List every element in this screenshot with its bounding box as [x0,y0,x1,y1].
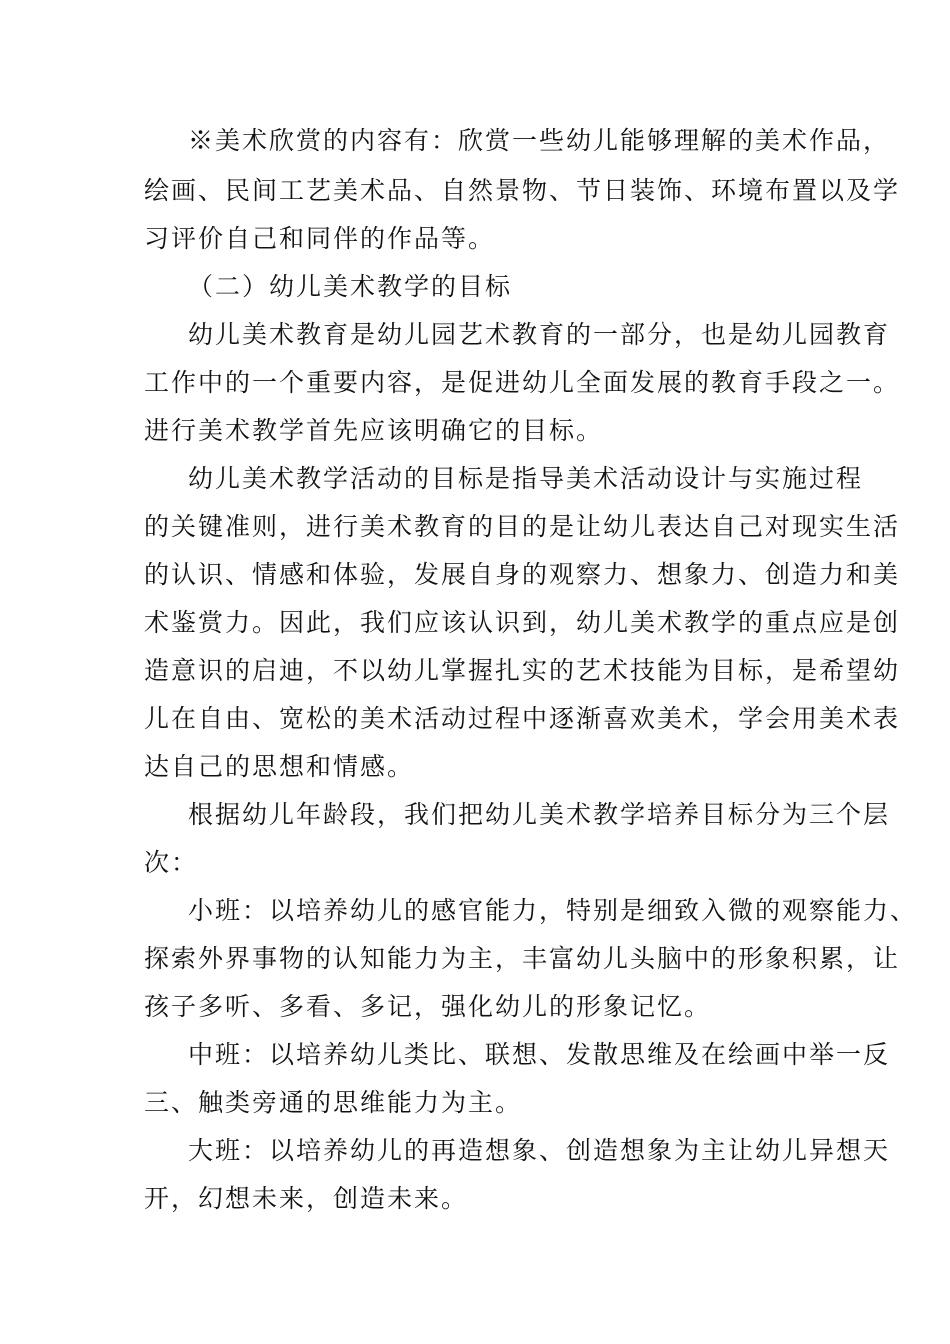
para-goals-line-7: 达自己的思想和情感。 [144,752,415,781]
para-goals-line-1: 幼儿美术教学活动的目标是指导美术活动设计与实施过程 [188,464,864,493]
para-small-class-line-3: 孩子多听、多看、多记，强化幼儿的形象记忆。 [144,992,712,1021]
para-middle-class-line-2: 三、触类旁通的思维能力为主。 [144,1088,523,1117]
para-goals-line-2: 的关键准则，进行美术教育的目的是让幼儿表达自己对现实生活 [144,512,901,541]
para-goals-line-4: 术鉴赏力。因此，我们应该认识到，幼儿美术教学的重点应是创 [144,608,901,637]
para-goals-line-6: 儿在自由、宽松的美术活动过程中逐渐喜欢美术，学会用美术表 [144,704,901,733]
para-levels-line-1: 根据幼儿年龄段，我们把幼儿美术教学培养目标分为三个层 [188,800,891,829]
para-large-class-line-1: 大班：以培养幼儿的再造想象、创造想象为主让幼儿异想天 [188,1136,891,1165]
para-appreciation-line-2: 绘画、民间工艺美术品、自然景物、节日装饰、环境布置以及学 [144,176,901,205]
para-goals-line-3: 的认识、情感和体验，发展自身的观察力、想象力、创造力和美 [144,560,901,589]
para-appreciation-line-1: ※美术欣赏的内容有：欣赏一些幼儿能够理解的美术作品， [188,126,891,155]
para-small-class-line-2: 探索外界事物的认知能力为主，丰富幼儿头脑中的形象积累，让 [144,944,901,973]
para-education-line-3: 进行美术教学首先应该明确它的目标。 [144,416,604,445]
para-goals-line-5: 造意识的启迪，不以幼儿掌握扎实的艺术技能为目标，是希望幼 [144,656,901,685]
para-small-class-line-1: 小班：以培养幼儿的感官能力，特别是细致入微的观察能力、 [188,896,918,925]
section-heading: （二）幼儿美术教学的目标 [188,272,513,301]
para-education-line-2: 工作中的一个重要内容，是促进幼儿全面发展的教育手段之一。 [144,368,901,397]
para-education-line-1: 幼儿美术教育是幼儿园艺术教育的一部分，也是幼儿园教育 [188,320,891,349]
para-middle-class-line-1: 中班：以培养幼儿类比、联想、发散思维及在绘画中举一反 [188,1040,891,1069]
para-appreciation-line-3: 习评价自己和同伴的作品等。 [144,224,496,253]
para-large-class-line-2: 开，幻想未来，创造未来。 [144,1184,469,1213]
para-levels-line-2: 次： [144,848,199,877]
